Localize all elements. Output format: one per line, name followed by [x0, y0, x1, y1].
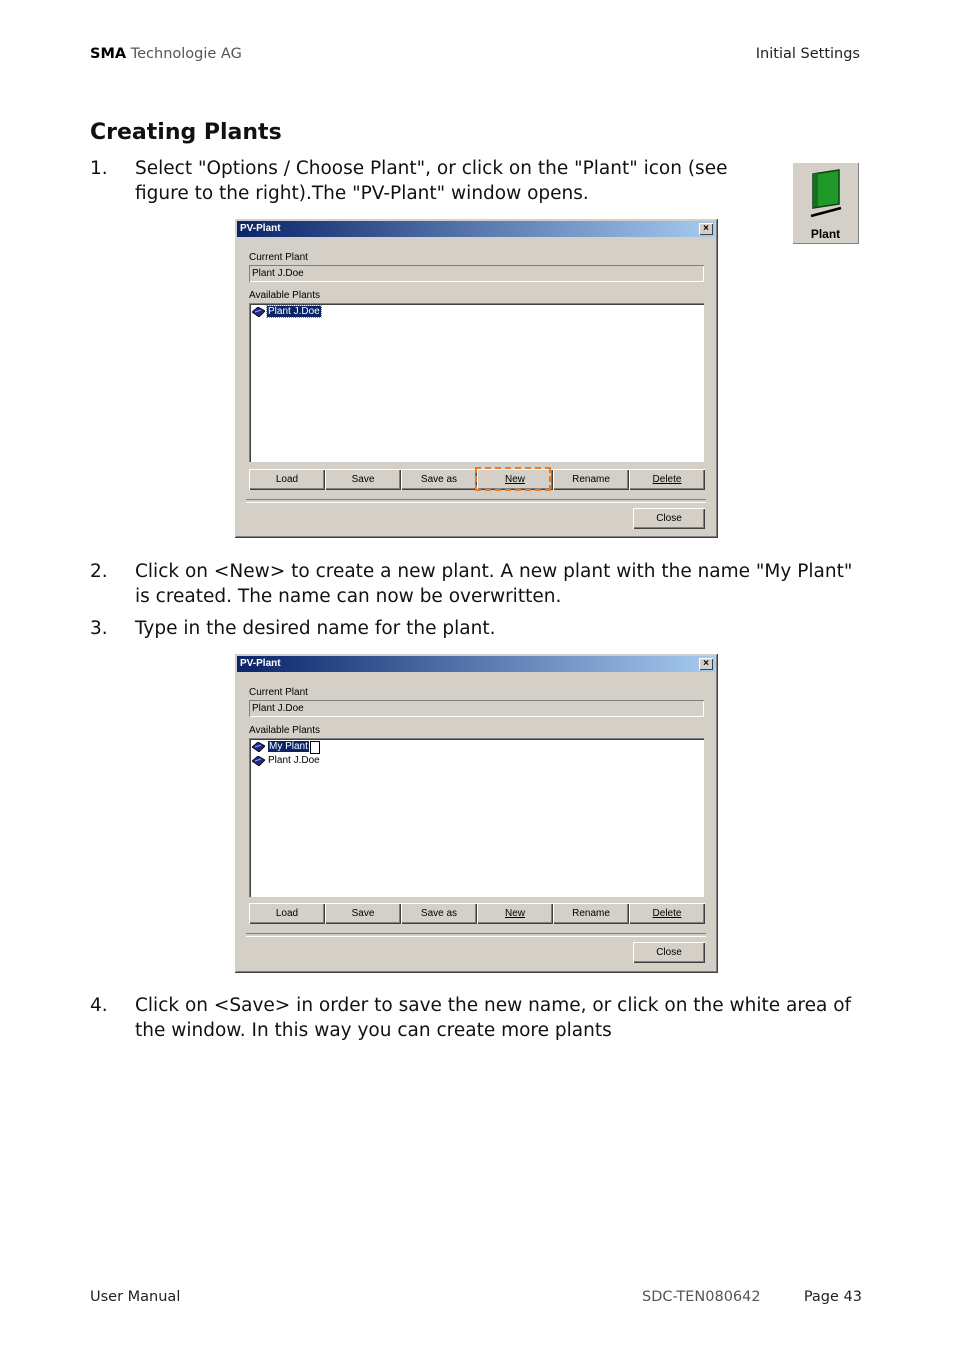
step-number: 2. [90, 561, 108, 582]
close-icon[interactable]: × [699, 223, 713, 235]
available-plants-label: Available Plants [249, 725, 320, 736]
available-plants-list[interactable] [249, 303, 704, 462]
available-plants-label: Available Plants [249, 290, 320, 301]
close-button[interactable]: Close [633, 508, 705, 529]
footer-left: User Manual [90, 1289, 181, 1305]
step-number: 4. [90, 995, 108, 1016]
page-title: Creating Plants [90, 120, 282, 145]
step-text: Click on <New> to create a new plant. A new plant with the name "My Plant" is created. The name can now be overwritten. [135, 561, 853, 607]
step-4 [90, 993, 865, 1045]
available-plants-list[interactable] [249, 738, 704, 897]
rename-button[interactable]: Rename [553, 903, 629, 924]
delete-button[interactable]: Delete [629, 903, 705, 924]
step-number: 3. [90, 618, 108, 639]
folder-plant-icon [807, 168, 845, 218]
dialog-title: PV-Plant [240, 658, 281, 669]
step-text: Click on <Save> in order to save the new name, or click on the white area of the window. In this way you can create more plants [135, 995, 852, 1041]
plant-icon-label: Plant [810, 227, 841, 241]
footer-doc-id: SDC-TEN080642 [642, 1289, 761, 1305]
step-1 [90, 156, 780, 208]
step-text: Select "Options / Choose Plant", or click on the "Plant" icon (see figure to the right).The "PV-Plant" window opens. [135, 158, 728, 204]
new-button[interactable]: New [477, 903, 553, 924]
step-text: Type in the desired name for the plant. [135, 618, 496, 639]
delete-button[interactable]: Delete [629, 469, 705, 490]
current-plant-label: Current Plant [249, 252, 308, 263]
list-item-edit[interactable] [267, 741, 321, 754]
header-section: Initial Settings [755, 46, 860, 62]
step-3 [90, 616, 865, 642]
dialog-titlebar [237, 656, 715, 672]
step-2 [90, 559, 865, 611]
company-rest: Technologie AG [126, 46, 242, 62]
company-bold: SMA [90, 46, 127, 62]
divider [246, 933, 706, 937]
dialog-title: PV-Plant [240, 223, 281, 234]
current-plant-field [249, 700, 704, 717]
close-icon[interactable]: × [699, 658, 713, 670]
current-plant-value: Plant J.Doe [252, 268, 304, 279]
edit-caret [310, 741, 320, 754]
pv-plant-dialog-1 [234, 218, 718, 538]
list-item-label: Plant J.Doe [268, 755, 320, 766]
new-button[interactable]: New [477, 469, 553, 490]
rename-button[interactable]: Rename [553, 469, 629, 490]
load-button[interactable]: Load [249, 469, 325, 490]
divider [246, 499, 706, 503]
current-plant-field [249, 265, 704, 282]
plant-toolbar-button[interactable] [792, 162, 859, 244]
list-item-label: Plant J.Doe [268, 306, 320, 317]
list-item-label: My Plant [269, 741, 308, 752]
button-row [249, 903, 705, 924]
close-button[interactable]: Close [633, 942, 705, 963]
plant-icon [252, 742, 265, 752]
save-button[interactable]: Save [325, 903, 401, 924]
current-plant-value: Plant J.Doe [252, 703, 304, 714]
load-button[interactable]: Load [249, 903, 325, 924]
header-company [90, 46, 242, 62]
footer-page: Page 43 [803, 1289, 862, 1305]
plant-icon [252, 307, 265, 317]
save-as-button[interactable]: Save as [401, 903, 477, 924]
pv-plant-dialog-2 [234, 653, 718, 973]
current-plant-label: Current Plant [249, 687, 308, 698]
new-button-highlight [475, 467, 551, 491]
step-number: 1. [90, 158, 108, 179]
dialog-titlebar [237, 221, 715, 237]
plant-icon [252, 756, 265, 766]
save-as-button[interactable]: Save as [401, 469, 477, 490]
save-button[interactable]: Save [325, 469, 401, 490]
